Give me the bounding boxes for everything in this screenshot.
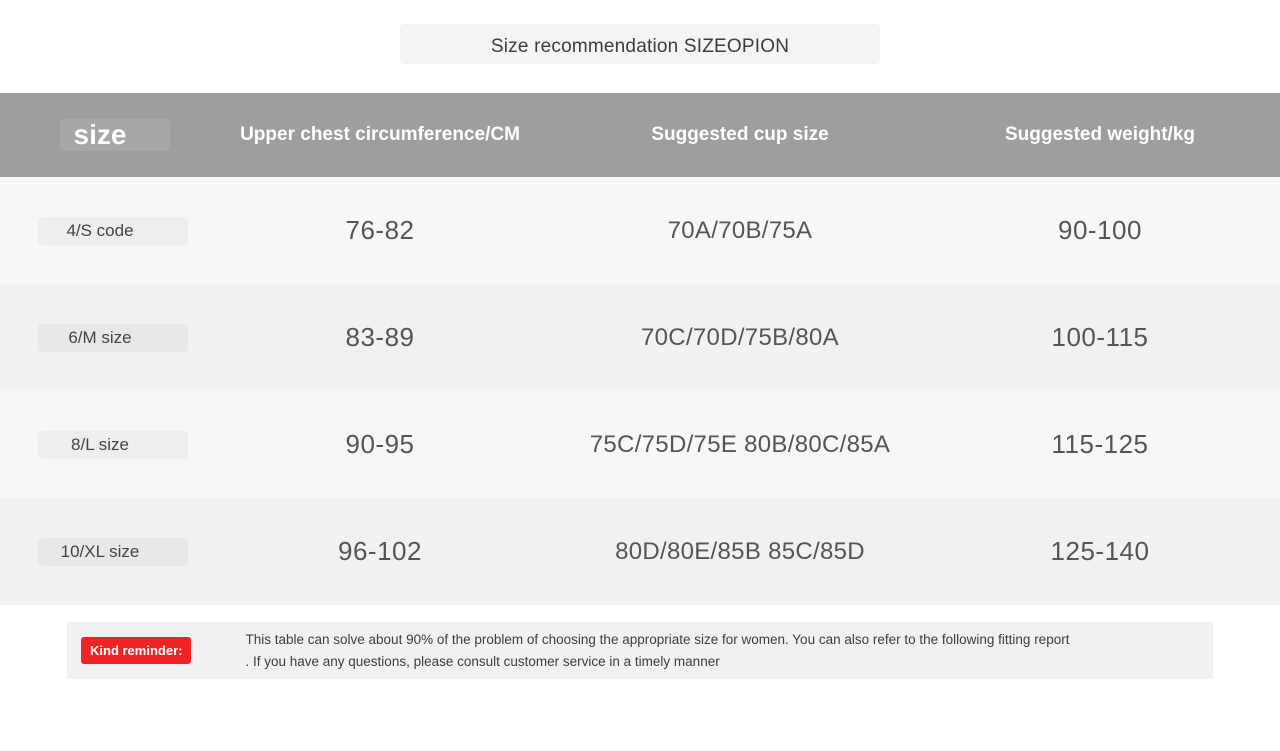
- column-header-size: [0, 93, 200, 177]
- column-header-weight: Suggested weight/kg: [1004, 124, 1196, 145]
- cell-cup: [560, 284, 920, 391]
- column-header-chest: Upper chest circumference/CM: [240, 124, 520, 145]
- cell-chest: 76-82: [345, 215, 415, 245]
- size-table: [0, 93, 1280, 605]
- cell-size: [0, 498, 200, 605]
- cell-cup-line1: 70C/70D/75B/80A: [641, 323, 839, 351]
- table-row: [0, 177, 1280, 284]
- reminder-badge: Kind reminder:: [81, 637, 191, 664]
- cell-size: [0, 177, 200, 284]
- cell-size-label: 8/L size: [71, 434, 129, 454]
- cell-chest: 96-102: [338, 536, 422, 566]
- table-header-row: [0, 93, 1280, 177]
- size-header-highlight: [60, 119, 170, 151]
- cell-size-label: 10/XL size: [60, 541, 140, 561]
- cell-chest: 83-89: [345, 322, 415, 352]
- cell-cup: [560, 391, 920, 498]
- cell-cup: [560, 498, 920, 605]
- cell-cup-line2: 80B/80C/85A: [744, 430, 891, 458]
- cell-weight: 125-140: [1050, 536, 1150, 566]
- cell-chest: 90-95: [345, 429, 415, 459]
- reminder-note: [67, 622, 1213, 679]
- cell-cup-line1: 70A/70B/75A: [667, 216, 813, 244]
- cell-size: [0, 391, 200, 498]
- page-title: Size recommendation SIZEOPION: [490, 35, 790, 57]
- cell-weight: 90-100: [1058, 215, 1142, 245]
- cell-cup-line1: 75C/75D/75E: [589, 430, 738, 458]
- cell-size: [0, 284, 200, 391]
- table-row: [0, 498, 1280, 605]
- column-header-cup: Suggested cup size: [651, 124, 829, 145]
- cell-size-label: 6/M size: [68, 327, 132, 347]
- reminder-text-line2: . If you have any questions, please consult customer service in a timely manner: [245, 653, 720, 669]
- column-header-size-label: size: [73, 119, 127, 150]
- cell-cup-line1: 80D/80E/85B: [615, 537, 762, 565]
- cell-cup: [560, 177, 920, 284]
- cell-cup-line2: 85C/85D: [768, 537, 865, 565]
- cell-weight: 100-115: [1051, 322, 1149, 352]
- table-row: [0, 284, 1280, 391]
- table-row: [0, 391, 1280, 498]
- reminder-text: [245, 629, 1069, 672]
- cell-size-label: 4/S code: [66, 220, 134, 240]
- title-area: [0, 0, 1280, 93]
- reminder-text-line1: This table can solve about 90% of the problem of choosing the appropriate size for women. You can also refer to the following fitting report: [245, 631, 1070, 647]
- cell-weight: 115-125: [1051, 429, 1149, 459]
